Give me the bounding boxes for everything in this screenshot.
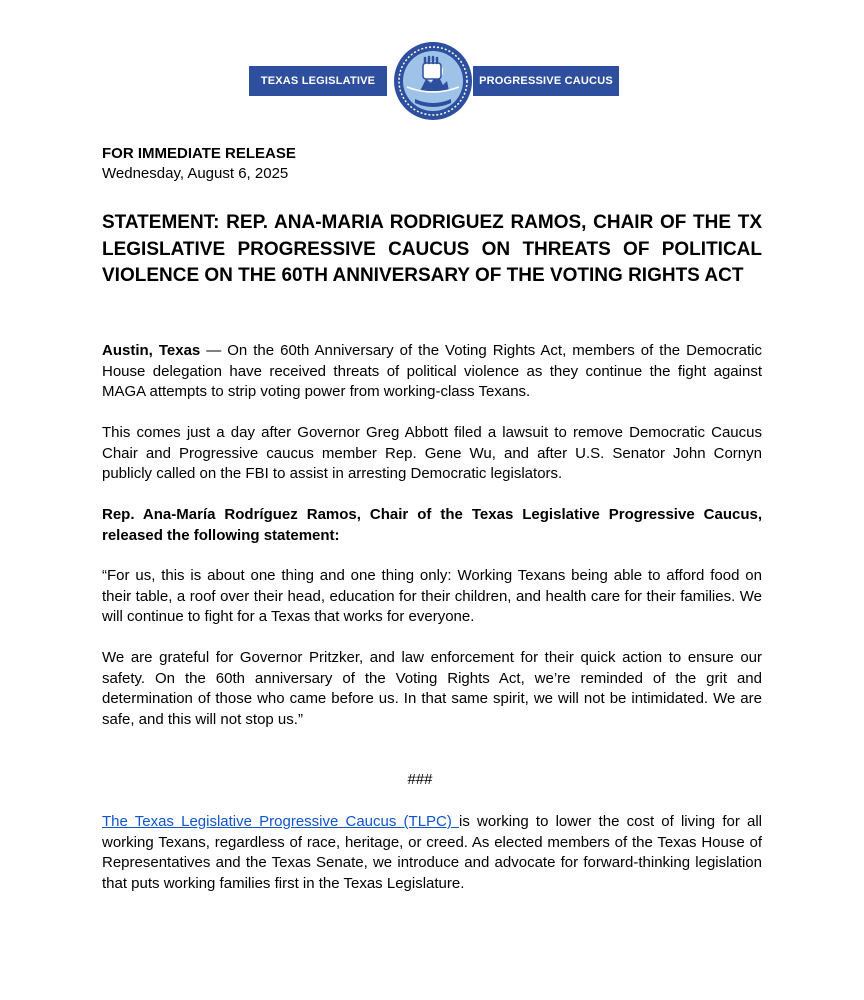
paragraph-dateline	[102, 341, 762, 403]
dateline: Austin, Texas	[102, 342, 201, 359]
logo-right-banner: PROGRESSIVE CAUCUS	[473, 66, 619, 96]
release-label: FOR IMMEDIATE RELEASE	[102, 145, 296, 162]
tlpc-logo	[249, 41, 620, 121]
statement-title: STATEMENT: REP. ANA-MARIA RODRIGUEZ RAMOS, CHAIR OF THE TX LEGISLATIVE PROGRESSIVE CAUCUS ON THREATS OF POLITICAL VIOLENCE ON THE 60TH ANNIVERSARY OF THE VOTING RIGHTS ACT	[102, 212, 762, 286]
logo-left-banner: TEXAS LEGISLATIVE	[249, 66, 387, 96]
about-paragraph	[102, 812, 762, 894]
paragraph-1-text: — On the 60th Anniversary of the Voting Rights Act, members of the Democratic House delegation have received threats of political violence as they continue the fight against MAGA attempts to strip voting power from working-class Texans.	[102, 342, 762, 400]
release-header	[102, 144, 296, 184]
about-text: is working to lower the cost of living for all working Texans, regardless of race, heritage, or creed. As elected members of the Texas House of Representatives and the Texas Senate, we introduce and advocate for forward-thinking legislation that puts working families first in the Texas Legislature.	[102, 813, 763, 892]
release-date: Wednesday, August 6, 2025	[102, 165, 289, 182]
caucus-seal-icon	[393, 41, 473, 121]
paragraph-statement-intro: Rep. Ana-María Rodríguez Ramos, Chair of the Texas Legislative Progressive Caucus, released the following statement:	[102, 506, 762, 544]
quote-paragraph-2: We are grateful for Governor Pritzker, and law enforcement for their quick action to ensure our safety. On the 60th anniversary of the Voting Rights Act, we’re reminded of the grit and determination of those who came before us. In that same spirit, we will not be intimidated. We are safe, and this will not stop us.”	[102, 649, 762, 728]
paragraph-2: This comes just a day after Governor Greg Abbott filed a lawsuit to remove Democratic Caucus Chair and Progressive caucus member Rep. Gene Wu, and after U.S. Senator John Cornyn publicly called on the FBI to assist in arresting Democratic legislators.	[102, 424, 762, 482]
tlpc-link[interactable]: The Texas Legislative Progressive Caucus (TLPC)	[102, 813, 460, 830]
quote-paragraph-1: “For us, this is about one thing and one thing only: Working Texans being able to afford food on their table, a roof over their head, education for their children, and health care for their families. We will continue to fight for a Texas that works for everyone.	[102, 567, 762, 625]
end-marker: ###	[407, 771, 433, 788]
